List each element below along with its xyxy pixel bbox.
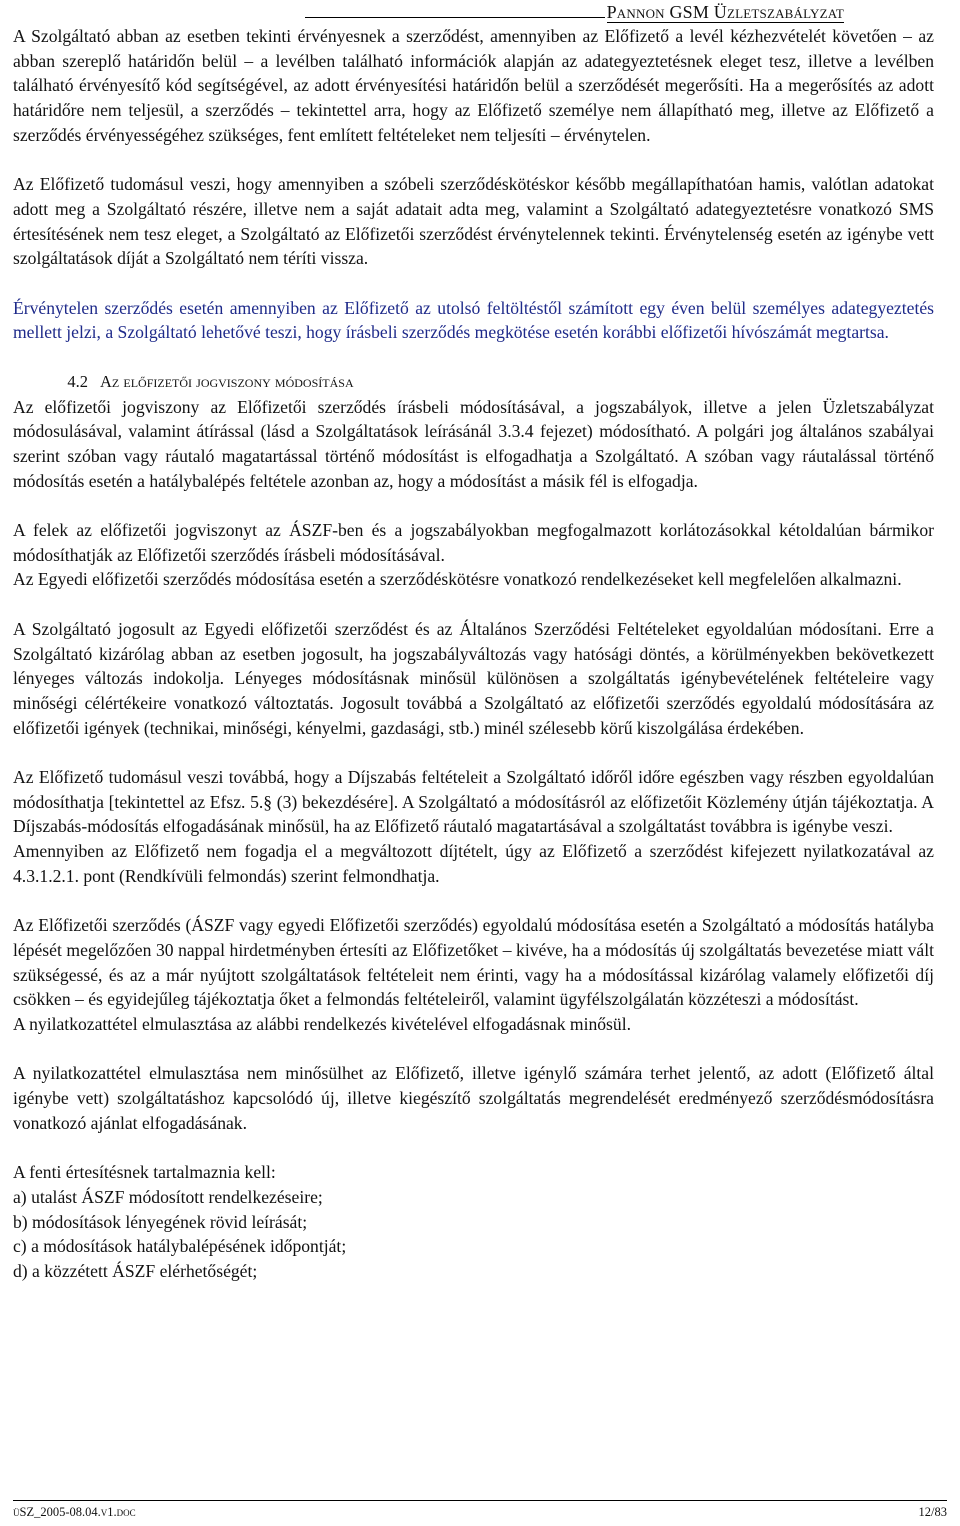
paragraph-tariff: Az Előfizető tudomásul veszi továbbá, hogy a Díjszabás feltételeit a Szolgáltató időről időre egészben vagy részben egyoldalúan módosíthatja [tekintettel az Efsz. 5.§ (3) bekezdésére]. A Szolgáltató a módosításról az előfizetőit Közlemény útján tájékoztatja. A Díjszabás-módosítás elfogadásának minősül, ha az Előfizető ráutaló magatartásával a szolgáltatást továbbra is igénybe veszi. — [13, 767, 934, 837]
notice-content-list — [13, 1185, 934, 1284]
page-footer — [13, 1500, 947, 1520]
document-body — [13, 24, 934, 1284]
list-item: a) utalást ÁSZF módosított rendelkezéseire; — [13, 1186, 323, 1207]
section-number: 4.2 — [67, 371, 88, 391]
paragraph-modification: Az előfizetői jogviszony az Előfizetői szerződés írásbeli módosításával, a jogszabályok, illetve a jelen Üzletszabályzat módosulásával, valamint átírással (lásd a Szolgáltatások leírásánál 3.3.4 fejezet) módosítható. A polgári jog általános szabályai szerint szóban vagy ráutaló magatartással történő módosítást is elfogadhatja a Szolgáltató. A szóban vagy ráutalással történő módosítás esetén a hatálybalépés feltétele azonban az, hogy a módosítást a másik fél is elfogadja. — [13, 396, 934, 491]
list-item: b) módosítások lényegének rövid leírását; — [13, 1211, 308, 1232]
paragraph-acceptance: A nyilatkozattétel elmulasztása az alábbi rendelkezés kivételével elfogadásnak minősül. — [13, 1014, 631, 1035]
section-title: Az előfizetői jogviszony módosítása — [100, 371, 354, 391]
paragraph-validity: A Szolgáltató abban az esetben tekinti érvényesnek a szerződést, amennyiben az Előfizető a levél kézhezvételét követően – az abban szereplő határidőn belül – a levélben található információk alapján az adategyeztetésnek eleget tesz, illetve a levélben található érvényesítő kód segítségével, az adott érvényesítési határidőn belül a szerződését megerősíti. Ha a megerősítés az adott határidőre nem teljesül, a szerződés – tekintettel arra, hogy az Előfizető személye nem állapítható meg, illetve az Előfizető a szerződés érvényességéhez szükséges, fent említett feltételeket nem teljesíti – érvénytelen. — [13, 26, 934, 145]
footer-filename: üSZ_2005-08.04.v1.doc — [13, 1505, 136, 1519]
paragraph-number-retention: Érvénytelen szerződés esetén amennyiben az Előfizető az utolsó feltöltéstől számított egy éven belül személyes adategyeztetés mellett jelzi, a Szolgáltató lehetővé teszi, hogy írásbeli szerződés megkötése esetén korábbi előfizetői hívószámát megtartsa. — [13, 297, 934, 343]
section-heading — [13, 370, 934, 395]
header-rule — [305, 17, 605, 18]
paragraph-exception: A nyilatkozattétel elmulasztása nem minősülhet az Előfizető, illetve igénylő számára terhet jelentő, az adott (Előfizető által igénybe vett) szolgáltatáshoz kapcsolódó új, illetve kiegészítő szolgáltatás megrendelését eredményező szerződésmódosításra vonatkozó ajánlat elfogadásának. — [13, 1063, 934, 1133]
paragraph-false-data: Az Előfizető tudomásul veszi, hogy amennyiben a szóbeli szerződéskötéskor később megállapíthatóan hamis, valótlan adatokat adott meg a Szolgáltató részére, illetve nem a saját adatait adta meg, valamint a Szolgáltató adategyeztetésre vonatkozó SMS értesítésének nem tesz eleget, a Szolgáltató az Előfizetői szerződést érvénytelennek tekinti. Érvénytelenség esetén az igénybe vett szolgáltatások díját a Szolgáltató nem téríti vissza. — [13, 174, 934, 269]
header-title: Pannon GSM Üzletszabályzat — [606, 2, 844, 22]
running-header — [305, 2, 844, 23]
paragraph-termination: Amennyiben az Előfizető nem fogadja el a megváltozott díjtételt, úgy az Előfizető a szerződést kifejezett nyilatkozatával az 4.3.1.2.1. pont (Rendkívüli felmondás) szerint felmondhatja. — [13, 841, 934, 886]
paragraph-bilateral: A felek az előfizetői jogviszonyt az ÁSZF-ben és a jogszabályokban megfogalmazott korlátozásokkal kétoldalúan bármikor módosíthatják az Előfizetői szerződés írásbeli módosításával. — [13, 520, 934, 565]
paragraph-notification: Az Előfizetői szerződés (ÁSZF vagy egyedi Előfizetői szerződés) egyoldalú módosítása esetén a Szolgáltató a módosítás hatályba lépését megelőzően 30 nappal hirdetményben értesíti az Előfizetőket – kivéve, ha a módosítás új szolgáltatás bevezetése miatt vált szükségessé, és az a már nyújtott szolgáltatások feltételeit nem érinti, vagy ha a módosítással kizárólag valamely előfizetői díj csökken – és egyidejűleg tájékoztatja őket a felmondás feltételeiről, valamint ügyfélszolgálatán közzéteszi a módosítást. — [13, 915, 934, 1010]
list-item: d) a közzétett ÁSZF elérhetőségét; — [13, 1261, 258, 1282]
list-item: c) a módosítások hatálybalépésének időpontját; — [13, 1236, 347, 1257]
paragraph-list-intro: A fenti értesítésnek tartalmaznia kell: — [13, 1162, 276, 1183]
page-number: 12/83 — [918, 1505, 947, 1519]
paragraph-unilateral: A Szolgáltató jogosult az Egyedi előfizetői szerződést és az Általános Szerződési Feltételeket egyoldalúan módosítani. Erre a Szolgáltató kizárólag abban az esetben jogosult, ha jogszabályváltozás vagy hatósági döntés, a körülményekben bekövetkezett lényeges változás indokolja. Lényeges módosításnak minősül különösen a szolgáltatás igénybevételének feltételeire vagy minőségi célértékeire vonatkozó változtatás. Jogosult továbbá a Szolgáltató az előfizetői szerződés egyoldalú módosítására az előfizetői igények (technikai, minőségi, kényelmi, gazdasági, stb.) minél szélesebb körű kiszolgálása érdekében. — [13, 618, 934, 738]
paragraph-individual-contract: Az Egyedi előfizetői szerződés módosítása esetén a szerződéskötésre vonatkozó rendelkezéseket kell megfelelően alkalmazni. — [13, 569, 902, 590]
